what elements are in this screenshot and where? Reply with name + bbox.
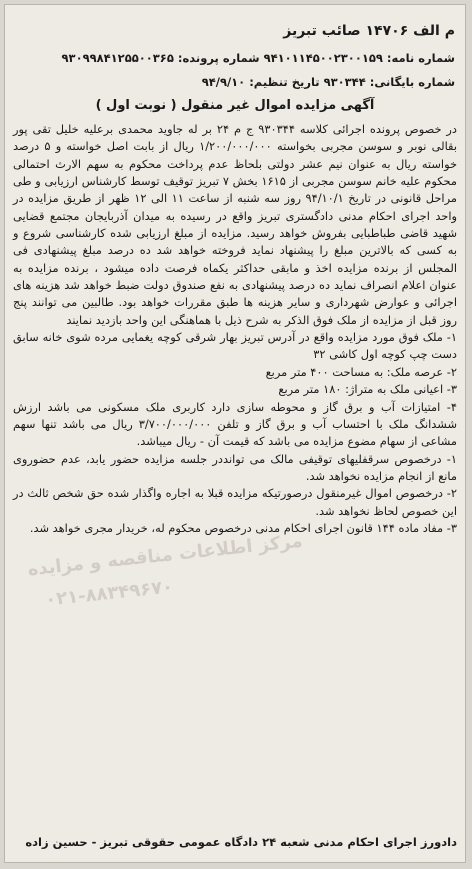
signature-line: دادورز اجرای احکام مدنی شعبه ۲۴ دادگاه عمومی حقوقی تبریز - حسین زاده [25,835,457,849]
item-address: ۱- ملک فوق مورد مزایده واقع در آدرس تبریز بهار شرقی کوچه یغمایی مرده شوی خانه سابق دست چپ کوچه اول کاشی ۳۲ [13,330,457,362]
item-land-area: ۲- عرصه ملک: به مساحت ۴۰۰ متر مربع [265,364,457,379]
ad-body [13,121,457,537]
letter-case-numbers: شماره نامه: ۹۴۱۰۱۱۴۵۰۰۲۳۰۰۱۵۹ شماره پرونده: ۹۳۰۹۹۸۴۱۲۵۵۰۰۳۶۵ [61,51,455,65]
main-paragraph: در خصوص پرونده اجرائی کلاسه ۹۳۰۳۴۴ ج م ۲۴ بر له جاوید محمدی برعلیه خلیل تقی پور بقالی نوبر و سوسن مجربی بخواسته ۱/۲۰۰/۰۰۰/۰۰۰ ریال از بابت اصل خواسته و ۵ درصد خواسته ریال به عنوان نیم عشر دولتی بلحاظ عدم پرداخت محکوم به سهم الارث احتمالی محکوم علیه خانم سوسن مجربی از ۱۶۱۵ بخش ۷ تبریز توقیف توسط کارشناس ارزیابی و طی مراحل قانونی در تاریخ ۹۴/۱۰/۱ روز سه شنبه از ساعت ۱۱ الی ۱۲ ظهر از طریق مزایده در واحد اجرای احکام مدنی دادگستری تبریز واقع در رسیده به میدان آذربایجان مجتمع قضایی شهید قاضی طباطبایی بفروش خواهد رسید. مزایده از مبلغ ارزیابی شده کارشناسی شروع و به کسی که بالاترین مبلغ را پیشنهاد نماید فروخته خواهد شد ده درصد مبلغ پیشنهادی فی المجلس از برنده مزایده اخذ و مابقی حداکثر یکماه فرصت داده میشود ، برنده مزایده به عنوان اعلام انصراف نماید ده درصد پیشنهادی به نفع صندوق دولت ضبط خواهد شد هزینه های اجرائی و عوارض شهرداری و سایر هزینه ها طبق مقررات خواهد بود. طالبین می توانند پنج روز قبل از مزایده از ملک فوق الذکر به شرح ذیل با هماهنگی این واحد بازدید نمایند [13,122,457,327]
item-utilities-value: ۴- امتیازات آب و برق گاز و محوطه سازی دارد کاربری ملک مسکونی می باشد ارزش ششدانگ ملک با احتساب آب و برق گاز و تلفن ۳/۷۰۰/۰۰۰/۰۰۰ ریال می باشد تنها سهم مشاعی از سهام مضوع مزایده می باشد که قیمت آن - ریال میباشد. [13,399,457,449]
note-2: ۲- درخصوص اموال غیرمنقول درصورتیکه مزایده قبلا به اجاره واگذار شده حق شخص ثالث در این خصوص لحاظ نخواهد شد. [13,486,457,518]
watermark-text: مرکز اطلاعات مناقصه و مزایده [26,530,304,581]
note-1: ۱- درخصوص سرقفلیهای توقیفی مالک می توانددر جلسه مزایده حضور یابد، عدم حضوروی مانع از انجام مزایده نخواهد شد. [13,451,457,483]
archive-date: شماره بایگانی: ۹۳۰۳۴۴ تاریخ تنظیم: ۹۴/۹/۱۰ [201,75,455,89]
item-building-area: ۳- اعیانی ملک به متراژ: ۱۸۰ متر مربع [278,382,457,397]
ad-reference: م الف ۱۴۷۰۶ صائب تبریز [283,23,455,39]
newspaper-clipping [4,4,466,863]
note-3: ۳- مفاد ماده ۱۴۴ قانون اجرای احکام مدنی درخصوص محکوم له، خریدار مجری خواهد شد. [29,520,457,535]
ad-title: آگهی مزایده اموال غیر منقول ( نوبت اول ) [95,98,375,113]
watermark-phone: ۰۲۱-۸۸۳۴۹۶۷۰ [44,576,175,611]
